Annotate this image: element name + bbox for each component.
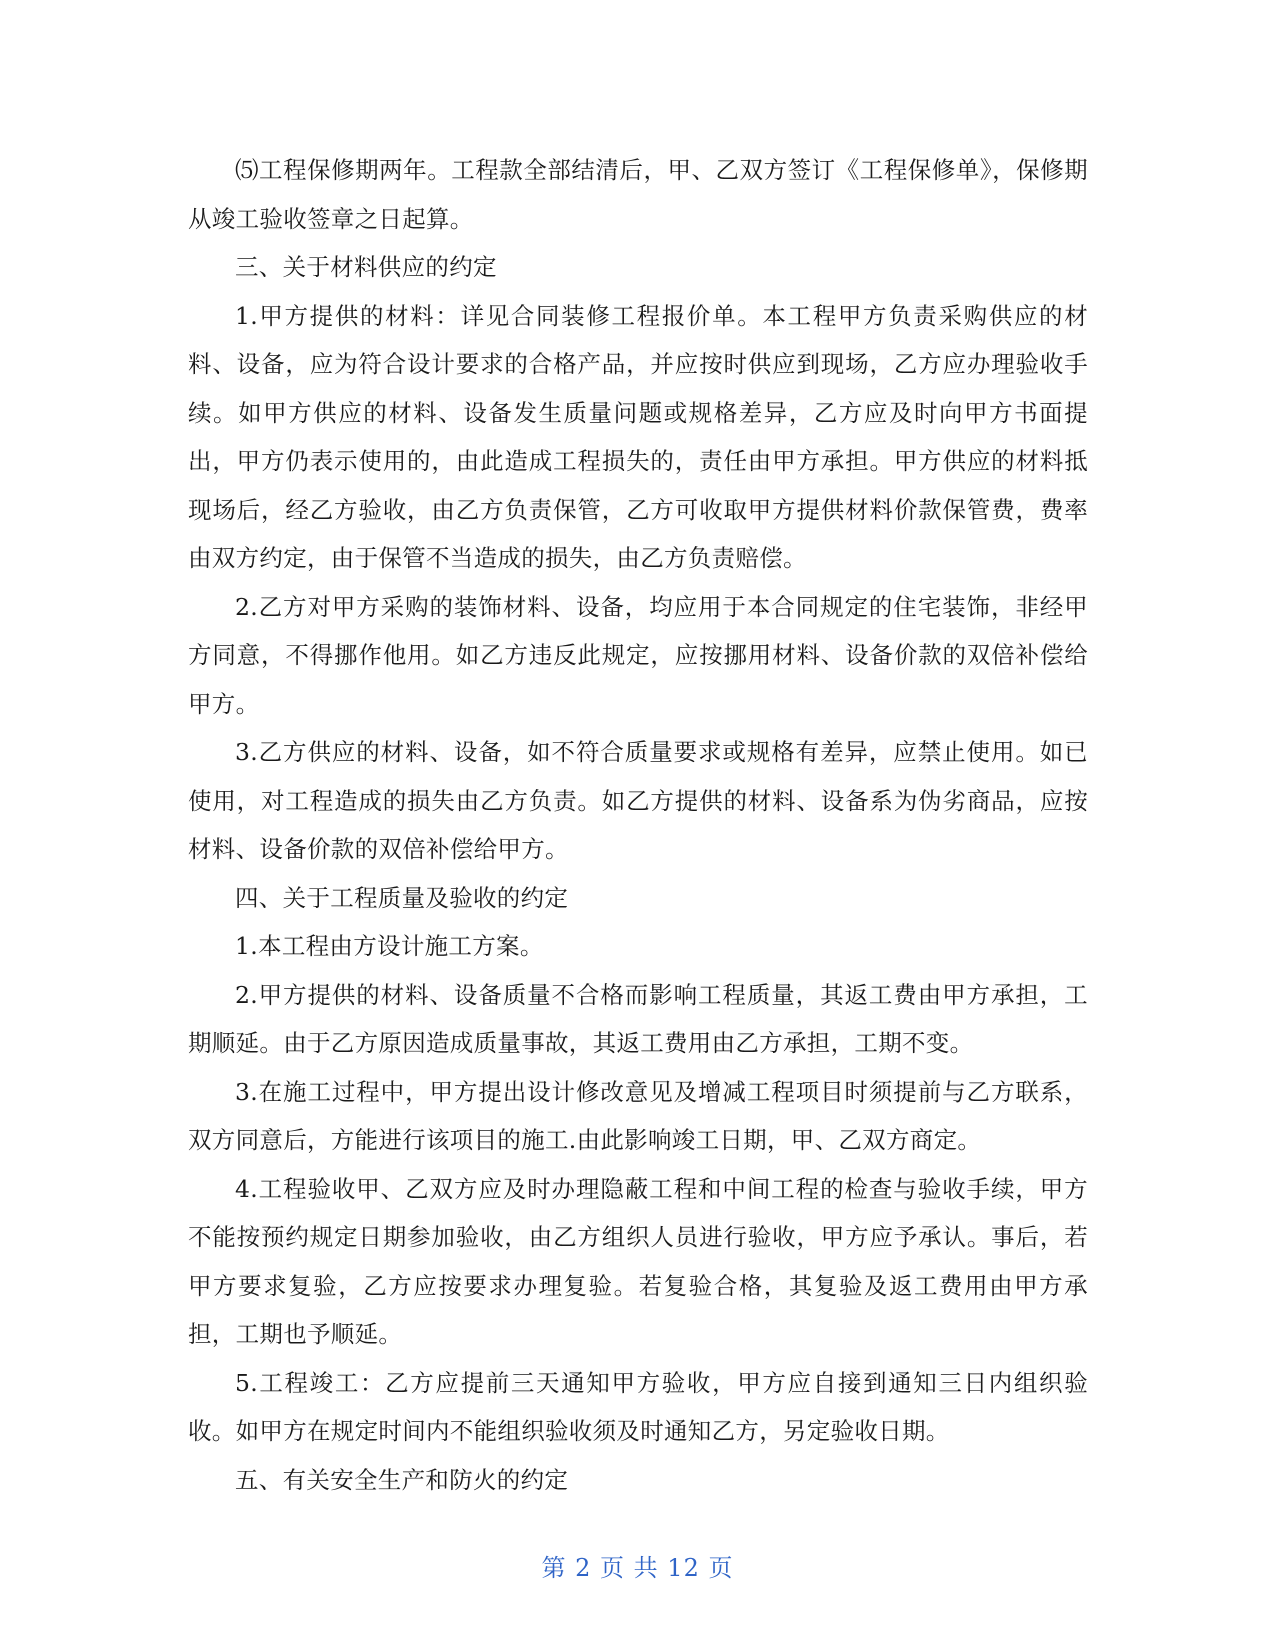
paragraph-warranty-period: ⑸工程保修期两年。工程款全部结清后，甲、乙双方签订《工程保修单》，保修期从竣工验收签章之日起算。 <box>188 156 1088 233</box>
document-body <box>188 146 1088 1504</box>
section-heading-safety-fire: 五、有关安全生产和防火的约定 <box>235 1465 569 1494</box>
section-heading-material-supply: 三、关于材料供应的约定 <box>235 253 497 281</box>
page-number-footer: 第 2 页 共 12 页 <box>541 1554 734 1582</box>
paragraph-design-changes: 3.在施工过程中，甲方提出设计修改意见及增减工程项目时须提前与乙方联系，双方同意后，方能进行该项目的施工.由此影响竣工日期，甲、乙双方商定。 <box>188 1077 1088 1154</box>
paragraph-party-b-usage: 2.乙方对甲方采购的装饰材料、设备，均应用于本合同规定的住宅装饰，非经甲方同意，不得挪作他用。如乙方违反此规定，应按挪用材料、设备价款的双倍补偿给甲方。 <box>188 592 1088 718</box>
paragraph-rework-cost: 2.甲方提供的材料、设备质量不合格而影响工程质量，其返工费由甲方承担，工期顺延。由于乙方原因造成质量事故，其返工费用由乙方承担，工期不变。 <box>188 980 1088 1057</box>
paragraph-inspection: 4.工程验收甲、乙双方应及时办理隐蔽工程和中间工程的检查与验收手续，甲方不能按预约规定日期参加验收，由乙方组织人员进行验收，甲方应予承认。事后，若甲方要求复验，乙方应按要求办理复验。若复验合格，其复验及返工费用由甲方承担，工期也予顺延。 <box>188 1174 1088 1348</box>
section-heading-quality-acceptance: 四、关于工程质量及验收的约定 <box>235 883 569 912</box>
paragraph-design-plan: 1.本工程由方设计施工方案。 <box>235 932 544 960</box>
paragraph-party-b-supply: 3.乙方供应的材料、设备，如不符合质量要求或规格有差异，应禁止使用。如已使用，对工程造成的损失由乙方负责。如乙方提供的材料、设备系为伪劣商品，应按材料、设备价款的双倍补偿给甲方。 <box>188 738 1088 863</box>
paragraph-party-a-materials: 1.甲方提供的材料：详见合同装修工程报价单。本工程甲方负责采购供应的材料、设备，应为符合设计要求的合格产品，并应按时供应到现场，乙方应办理验收手续。如甲方供应的材料、设备发生质量问题或规格差异，乙方应及时向甲方书面提出，甲方仍表示使用的，由此造成工程损失的，责任由甲方承担。甲方供应的材料抵现场后，经乙方验收，由乙方负责保管，乙方可收取甲方提供材料价款保管费，费率由双方约定，由于保管不当造成的损失，由乙方负责赔偿。 <box>188 301 1088 572</box>
paragraph-completion: 5.工程竣工：乙方应提前三天通知甲方验收，甲方应自接到通知三日内组织验收。如甲方在规定时间内不能组织验收须及时通知乙方，另定验收日期。 <box>188 1368 1088 1445</box>
